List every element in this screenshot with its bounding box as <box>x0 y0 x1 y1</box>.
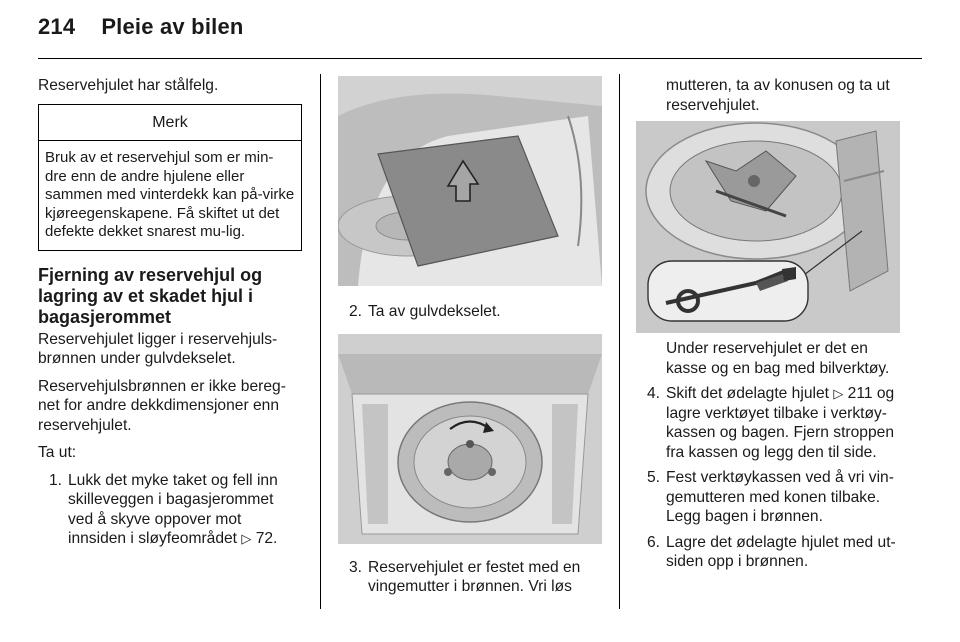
figure-tool-kit <box>636 121 900 333</box>
step-text-b: og lagre verktøyet tilbake i verktøy-kassen og bagen. Fjern stroppen fra kassen og legg den til side. <box>666 385 895 461</box>
page-number: 214 <box>38 14 76 39</box>
reference-arrow-icon: ▷ <box>833 386 844 401</box>
step-4 <box>636 384 904 462</box>
page-header <box>38 14 244 40</box>
page-reference[interactable]: 211 <box>847 385 873 402</box>
section-heading: Fjerning av reservehjul og lagring av et skadet hjul i bagasjerommet <box>38 264 263 327</box>
step-text-a: Skift det ødelagte hjulet <box>666 385 829 402</box>
step-number: 2. <box>348 303 362 320</box>
step-text: Reservehjulet er festet med en vingemutter i brønnen. Vri løs <box>368 558 581 595</box>
step-1 <box>38 471 302 549</box>
header-rule <box>38 58 922 59</box>
step-6 <box>636 533 904 572</box>
step-5 <box>636 468 904 527</box>
figure-spare-wheel <box>338 334 602 544</box>
step-text: Lagre det ødelagte hjulet med ut-siden opp i brønnen. <box>666 533 896 570</box>
step-number: 1. <box>48 471 62 489</box>
column-divider-left <box>320 74 321 609</box>
step-number: 6. <box>646 533 660 551</box>
column-3 <box>636 76 904 578</box>
step-text: Lukk det myke taket og fell inn skilleveggen i bagasjerommet ved å skyve oppover mot innsiden i sløyfeområdet <box>68 471 278 548</box>
reference-arrow-icon: ▷ <box>241 531 252 547</box>
paragraph-well-note: Reservehjulsbrønnen er ikke bereg-net for andre dekkdimensjoner enn reservehjulet. <box>38 377 286 434</box>
note-title: Merk <box>39 105 301 142</box>
figure-floor-cover <box>338 76 602 286</box>
step-text: Ta av gulvdekselet. <box>368 303 501 320</box>
note-body: Bruk av et reservehjul som er min-dre enn de andre hjulene eller sammen med vinterdekk kan på-virke kjøreegenskapene. Få skiftet ut det defekte dekket snarest mu-lig. <box>45 149 295 241</box>
paragraph-spare-well: Reservehjulet ligger i reservehjuls-brønnen under gulvdekselet. <box>38 330 278 368</box>
step-3-continued: mutteren, ta av konusen og ta ut reservehjulet. <box>666 77 890 114</box>
chapter-title: Pleie av bilen <box>101 14 244 39</box>
step-number: 4. <box>646 385 660 402</box>
page-reference[interactable]: 72. <box>255 530 278 548</box>
step-number: 5. <box>646 469 660 486</box>
column-1 <box>38 76 302 555</box>
step-2 <box>338 302 602 322</box>
step-3 <box>338 558 602 597</box>
paragraph-take-out: Ta ut: <box>38 444 77 462</box>
column-2 <box>338 76 602 603</box>
column-divider-right <box>619 74 620 609</box>
intro-text: Reservehjulet har stålfelg. <box>38 77 219 94</box>
step-text: Fest verktøykassen ved å vri vin-gemutteren med konen tilbake. Legg bagen i brønnen. <box>666 469 894 525</box>
figure-caption: Under reservehjulet er det en kasse og en bag med bilverktøy. <box>666 340 890 377</box>
note-box <box>38 104 302 251</box>
step-number: 3. <box>348 558 362 576</box>
